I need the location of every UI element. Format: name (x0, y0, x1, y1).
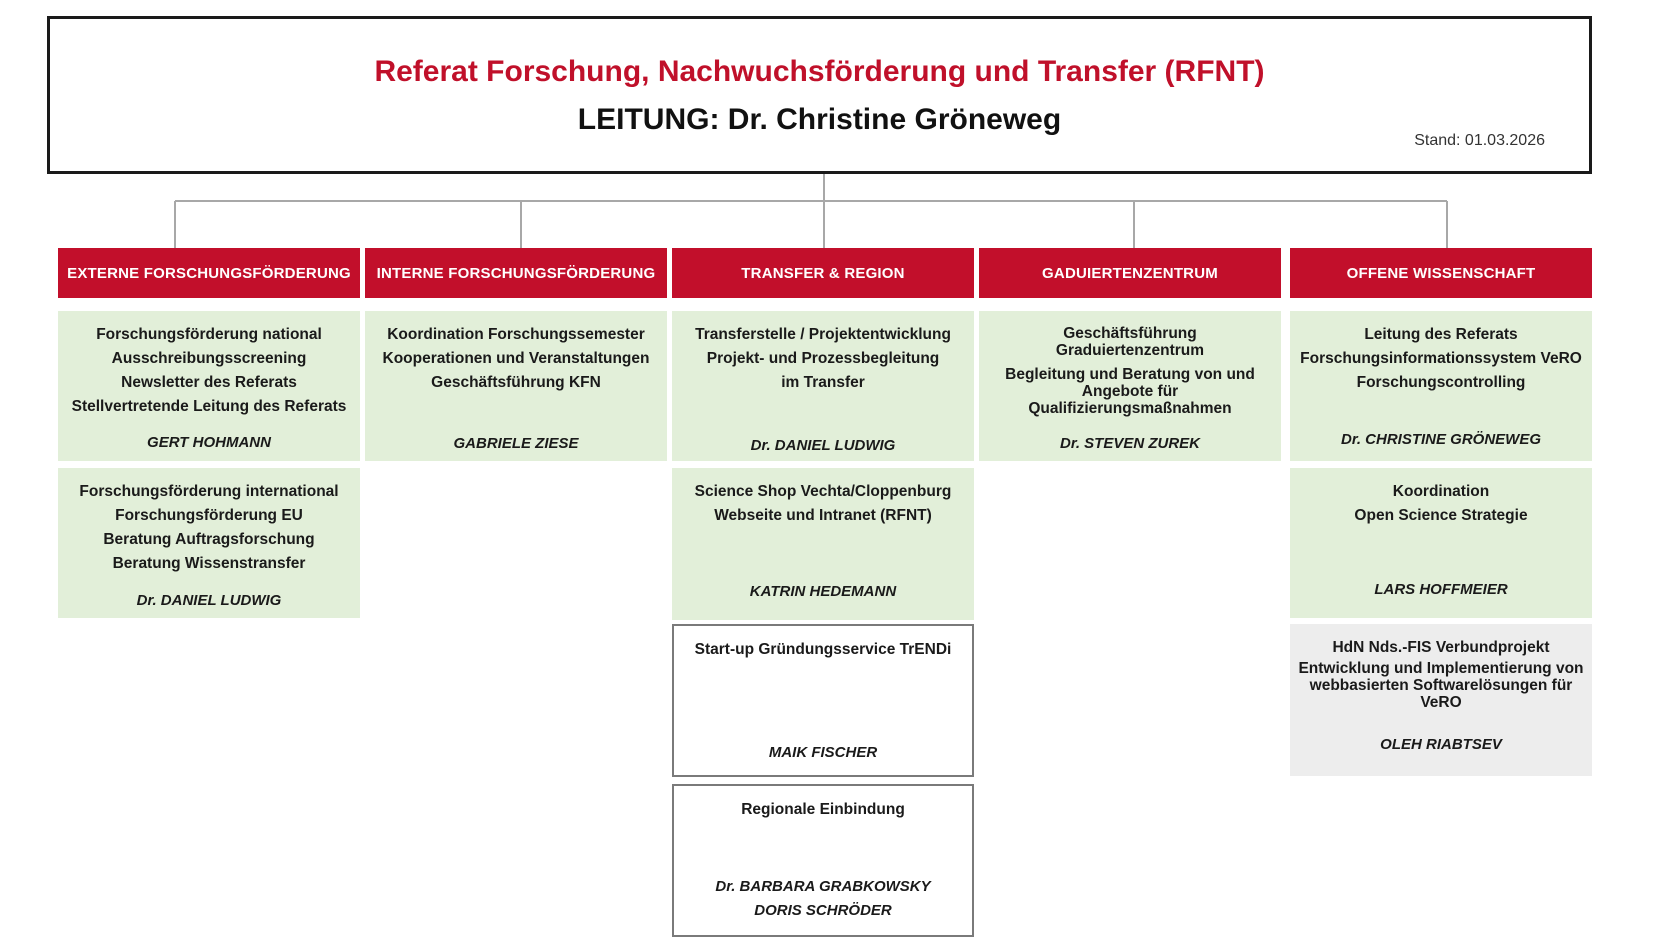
unit-task: Koordination (1392, 483, 1490, 500)
unit-person: Dr. CHRISTINE GRÖNEWEG (1340, 431, 1542, 448)
unit-person: Dr. BARBARA GRABKOWSKY (715, 878, 931, 895)
unit-box-offene-1 (1290, 311, 1592, 461)
unit-task: im Transfer (781, 374, 865, 391)
unit-box-transfer-4 (672, 784, 974, 937)
unit-task: Start-up Gründungsservice TrENDi (694, 641, 952, 658)
unit-task: Transferstelle / Projektentwicklung (695, 326, 951, 343)
unit-box-graduiertenzentrum-1 (979, 311, 1281, 461)
column-header-transfer: TRANSFER & REGION (672, 248, 974, 298)
unit-task: Beratung Auftragsforschung (103, 531, 315, 548)
unit-task: Qualifizierungsmaßnahmen (1028, 400, 1232, 417)
unit-box-transfer-1 (672, 311, 974, 461)
column-header-graduiertenzentrum: GADUIERTENZENTRUM (979, 248, 1281, 298)
header-box (47, 16, 1592, 174)
unit-task: Beratung Wissenstransfer (112, 555, 306, 572)
unit-task: Projekt- und Prozessbegleitung (706, 350, 940, 367)
unit-box-interne-1 (365, 311, 667, 461)
unit-task: Entwicklung und Implementierung von (1298, 660, 1584, 677)
unit-box-offene-3 (1290, 624, 1592, 776)
unit-task: Begleitung und Beratung von und (1005, 366, 1255, 383)
unit-person: OLEH RIABTSEV (1380, 736, 1502, 753)
unit-task: Forschungsförderung international (79, 483, 339, 500)
unit-person: GERT HOHMANN (147, 434, 271, 451)
unit-task: Graduiertenzentrum (1055, 342, 1205, 359)
unit-person: Dr. DANIEL LUDWIG (750, 437, 896, 454)
unit-task: webbasierten Softwarelösungen für (1309, 677, 1573, 694)
unit-task: Open Science Strategie (1354, 507, 1528, 524)
unit-task: Forschungsförderung national (96, 326, 322, 343)
unit-task: Ausschreibungsscreening (111, 350, 307, 367)
unit-task: Forschungscontrolling (1356, 374, 1526, 391)
unit-task: Leitung des Referats (1364, 326, 1518, 343)
column-header-offene-wissenschaft: OFFENE WISSENSCHAFT (1290, 248, 1592, 298)
unit-box-offene-2 (1290, 468, 1592, 618)
unit-task: Geschäftsführung KFN (431, 374, 601, 391)
stand-date: Stand: 01.03.2026 (1414, 132, 1545, 149)
unit-person: LARS HOFFMEIER (1374, 581, 1508, 598)
unit-person: KATRIN HEDEMANN (749, 583, 897, 600)
unit-task: Science Shop Vechta/Cloppenburg (694, 483, 952, 500)
unit-task: Kooperationen und Veranstaltungen (382, 350, 650, 367)
unit-task: Regionale Einbindung (741, 801, 905, 818)
unit-task: HdN Nds.-FIS Verbundprojekt (1332, 639, 1550, 656)
unit-person: MAIK FISCHER (768, 744, 878, 761)
unit-person: GABRIELE ZIESE (453, 435, 579, 452)
unit-task: VeRO (1420, 694, 1462, 711)
page-title: Referat Forschung, Nachwuchsförderung und Transfer (RFNT) (374, 55, 1265, 88)
unit-person: Dr. STEVEN ZUREK (1059, 435, 1201, 452)
leitung-label: LEITUNG: Dr. Christine Gröneweg (577, 103, 1062, 136)
unit-task: Webseite und Intranet (RFNT) (714, 507, 932, 524)
unit-task: Stellvertretende Leitung des Referats (71, 398, 347, 415)
unit-box-transfer-2 (672, 468, 974, 620)
column-header-interne: INTERNE FORSCHUNGSFÖRDERUNG (365, 248, 667, 298)
unit-box-externe-2 (58, 468, 360, 618)
unit-box-externe-1 (58, 311, 360, 461)
unit-task: Newsletter des Referats (121, 374, 297, 391)
unit-box-transfer-3 (672, 624, 974, 777)
unit-person: Dr. DANIEL LUDWIG (136, 592, 282, 609)
unit-task: Geschäftsführung (1063, 325, 1197, 342)
unit-task: Koordination Forschungssemester (387, 326, 645, 343)
unit-task: Forschungsförderung EU (115, 507, 303, 524)
unit-person-2: DORIS SCHRÖDER (754, 902, 892, 919)
unit-task: Forschungsinformationssystem VeRO (1300, 350, 1582, 367)
column-header-externe: EXTERNE FORSCHUNGSFÖRDERUNG (58, 248, 360, 298)
unit-task: Angebote für (1081, 383, 1179, 400)
